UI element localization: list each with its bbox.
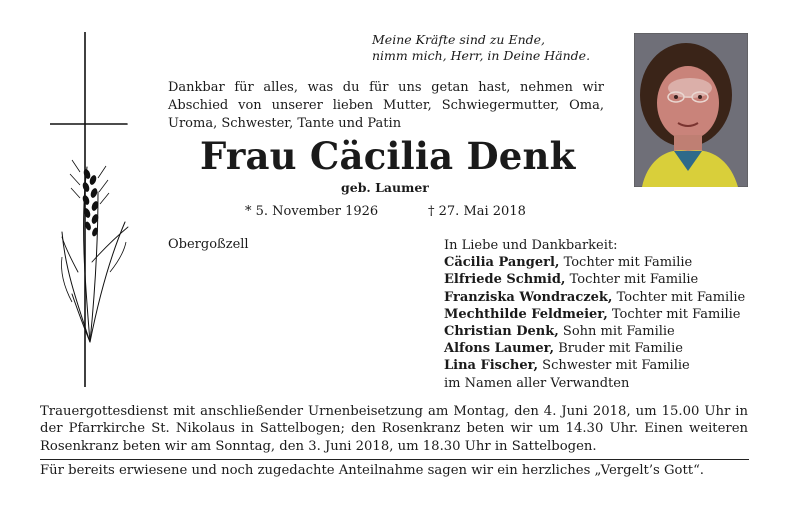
mourner-row: [444, 323, 745, 340]
divider: [40, 459, 749, 460]
death-date: † 27. Mai 2018: [428, 204, 526, 219]
mourner-row: [444, 357, 745, 374]
mourner-row: [444, 306, 745, 323]
motto-verse: [372, 32, 612, 64]
motto-line-2: nimm mich, Herr, in Deine Hände.: [372, 48, 591, 63]
mourner-relation: Sohn mit Familie: [558, 324, 675, 340]
cross-with-wheat-icon: [50, 32, 140, 387]
mourner-relation: Tochter mit Familie: [612, 289, 746, 305]
mourner-name: Mechthilde Feldmeier,: [444, 306, 608, 322]
birth-name: geb. Laumer: [341, 180, 429, 195]
mourner-row: [444, 254, 745, 271]
mourner-name: Elfriede Schmid,: [444, 272, 566, 288]
mourner-relation: Tochter mit Familie: [607, 306, 741, 322]
mourner-relation: Bruder mit Familie: [554, 341, 683, 357]
mourner-name: Franziska Wondraczek,: [444, 289, 613, 305]
motto-line-1: Meine Kräfte sind zu Ende,: [372, 32, 545, 47]
mourner-row: [444, 289, 745, 306]
mourner-relation: Tochter mit Familie: [565, 272, 699, 288]
deceased-name: Frau Cäcilia Denk: [200, 134, 576, 178]
mourner-row: [444, 340, 745, 357]
mourner-relation: Tochter mit Familie: [559, 255, 693, 271]
intro-text: Dankbar für alles, was du für uns getan hast, nehmen wir Abschied von unserer lieben Mutter, Schwiegermutter, Oma, Uroma, Schwester, Tante und Patin: [168, 80, 604, 131]
thanks-line: Für bereits erwiesene und noch zugedachte Anteilnahme sagen wir ein herzliches „Vergelt’s Gott“.: [40, 463, 704, 478]
mourner-name: Christian Denk,: [444, 324, 559, 340]
mourner-name: Lina Fischer,: [444, 358, 539, 374]
mourner-name: Alfons Laumer,: [444, 341, 555, 357]
mourner-name: Cäcilia Pangerl,: [444, 255, 560, 271]
birth-date: * 5. November 1926: [245, 204, 379, 219]
mourners-closing: im Namen aller Verwandten: [444, 375, 630, 391]
mourners-heading: In Liebe und Dankbarkeit:: [444, 238, 618, 253]
mourners-list: [444, 237, 745, 392]
place-name: Obergoßzell: [168, 237, 249, 252]
mourner-relation: Schwester mit Familie: [538, 358, 690, 374]
portrait-photo: [634, 33, 748, 187]
mourner-row: [444, 271, 745, 288]
service-announcement: Trauergottesdienst mit anschließender Urnenbeisetzung am Montag, den 4. Juni 2018, um 15.00 Uhr in der Pfarrkirche St. Nikolaus in Sattelbogen; den Rosenkranz beten wir um 14.30 Uhr. Einen weiteren Rosenkranz beten wir am Sonntag, den 3. Juni 2018, um 18.30 Uhr in Sattelbogen.: [40, 404, 748, 454]
